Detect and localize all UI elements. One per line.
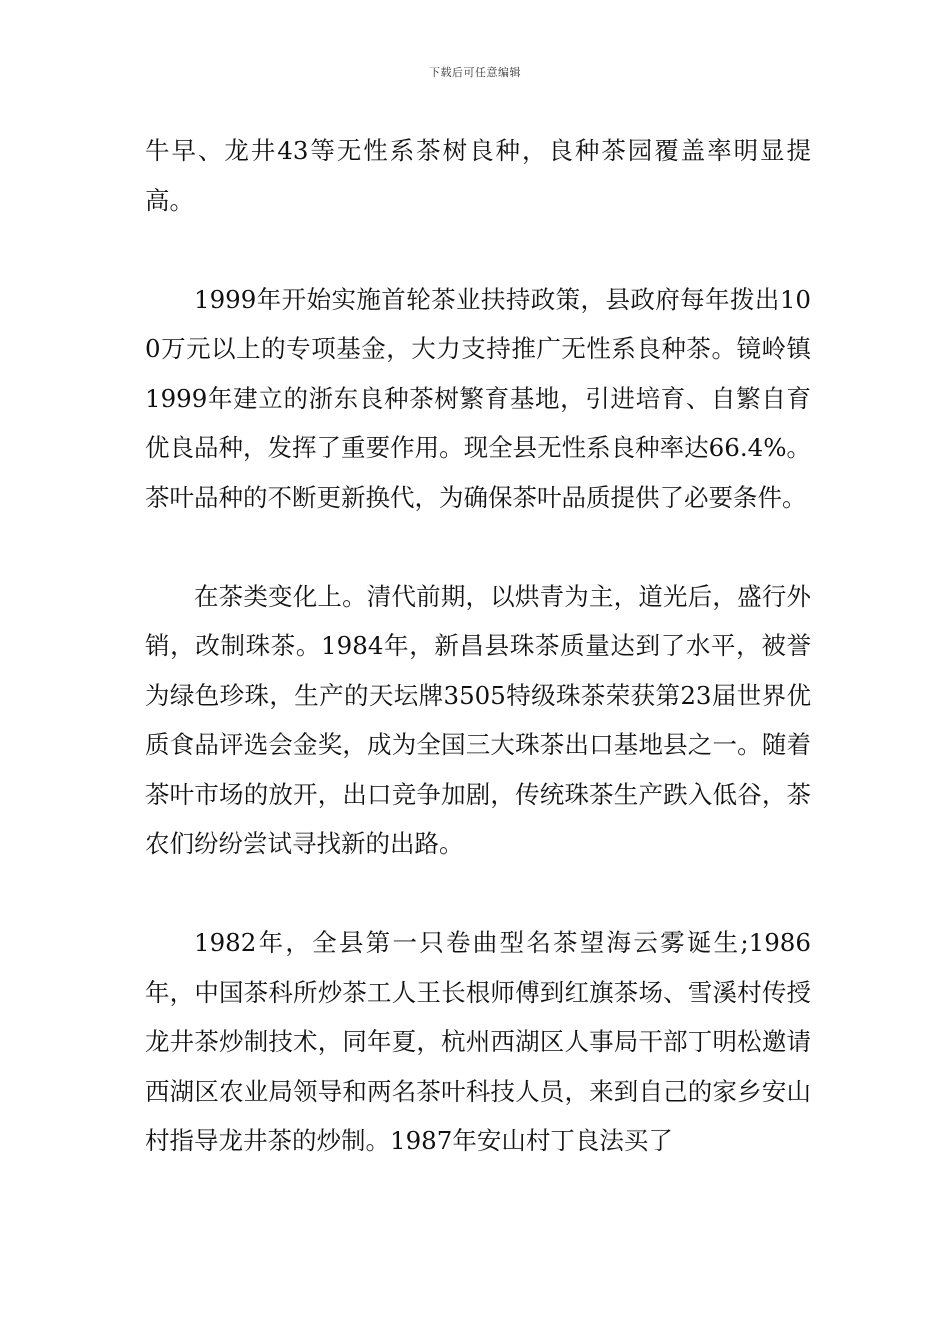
- paragraph-tea-types: 在茶类变化上。清代前期，以烘青为主，道光后，盛行外销，改制珠茶。1984年，新昌县珠茶质量达到了水平，被誉为绿色珍珠，生产的天坛牌3505特级珠茶荣获第23届世界优质食品评选会金奖，成为全国三大珠茶出口基地县之一。随着茶叶市场的放开，出口竞争加剧，传统珠茶生产跌入低谷，茶农们纷纷尝试寻找新的出路。: [145, 581, 811, 858]
- paragraph-famous-tea-history: 1982年，全县第一只卷曲型名茶望海云雾诞生;1986年，中国茶科所炒茶工人王长根师傅到红旗茶场、雪溪村传授龙井茶炒制技术，同年夏，杭州西湖区人事局干部丁明松邀请西湖区农业局领导和两名茶叶科技人员，来到自己的家乡安山村指导龙井茶的炒制。1987年安山村丁良法买了: [145, 928, 811, 1155]
- page-header: 下载后可任意编辑: [429, 66, 521, 79]
- paragraph-tea-policy: 1999年开始实施首轮茶业扶持政策，县政府每年拨出100万元以上的专项基金，大力支持推广无性系良种茶。镜岭镇1999年建立的浙东良种茶树繁育基地，引进培育、自繁自育优良品种，发挥了重要作用。现全县无性系良种率达66.4%。茶叶品种的不断更新换代，为确保茶叶品质提供了必要条件。: [145, 284, 811, 512]
- paragraph-continued: 牛早、龙井43等无性系茶树良种，良种茶园覆盖率明显提高。: [145, 136, 811, 215]
- document-body: [145, 126, 811, 1166]
